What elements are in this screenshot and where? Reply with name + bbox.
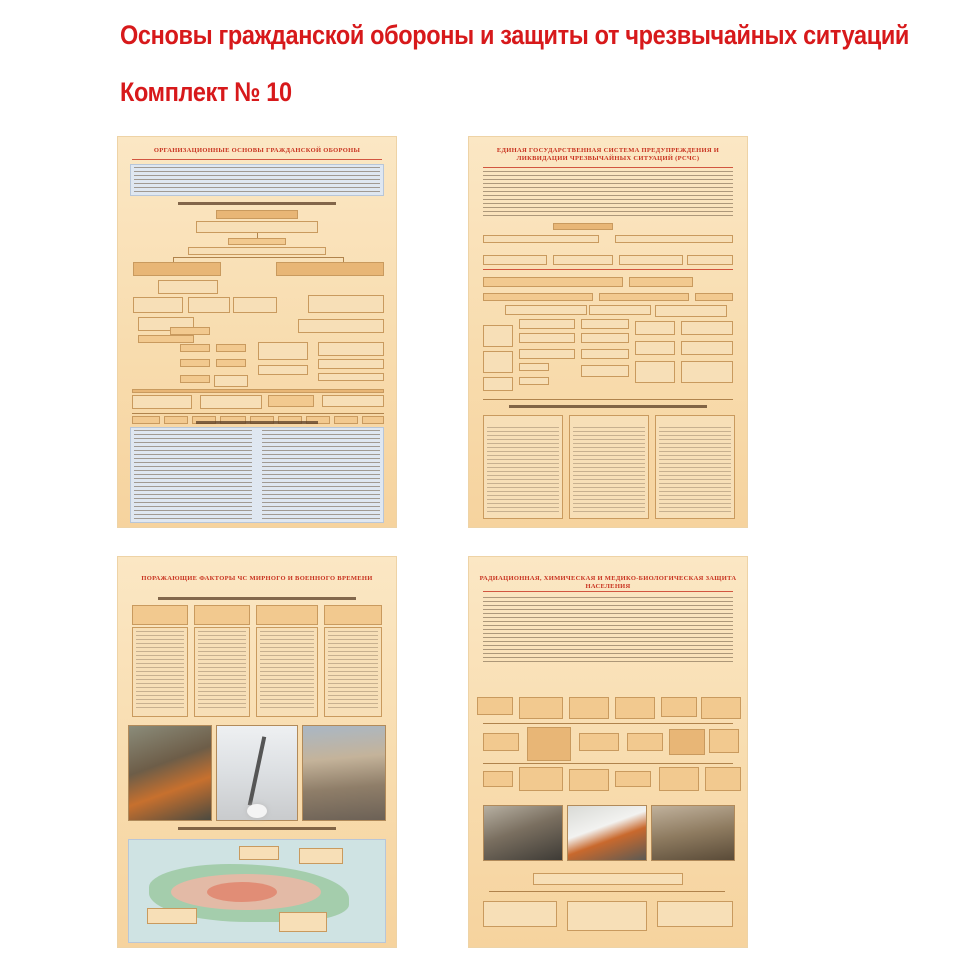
method-box-2 [567, 901, 647, 931]
definitions-text [483, 597, 733, 665]
decontamination-photo [483, 805, 563, 861]
poster-title: ПОРАЖАЮЩИЕ ФАКТОРЫ ЧС МИРНОГО И ВОЕННОГО ВРЕМЕНИ [141, 575, 373, 582]
rescuers-photo [128, 725, 212, 821]
poster-civil-defense-organization[interactable] [118, 137, 396, 527]
factors-heading [158, 597, 356, 600]
hazmat-team-photo [567, 805, 647, 861]
mode-text-3 [659, 427, 731, 515]
medical-protection-heading [533, 873, 683, 885]
missile-photo [216, 725, 298, 821]
connector [489, 891, 725, 892]
formation-heading [178, 827, 336, 830]
poster-population-protection[interactable] [469, 557, 747, 947]
method-box-1 [483, 901, 557, 927]
cleanup-photo [651, 805, 735, 861]
divider [483, 591, 733, 592]
set-number-heading: Комплект № 10 [120, 77, 292, 107]
divider [132, 159, 382, 160]
definition-text [134, 167, 380, 193]
modes-heading [509, 405, 707, 408]
poster-damaging-factors[interactable] [118, 557, 396, 947]
chemical-accident-map [128, 839, 386, 943]
page-title: Основы гражданской обороны и защиты от чрезвычайных ситуаций [120, 20, 910, 50]
poster-title: РАДИАЦИОННАЯ, ХИМИЧЕСКАЯ И МЕДИКО-БИОЛОГИЧЕСКАЯ ЗАЩИТА НАСЕЛЕНИЯ [479, 575, 737, 590]
collapsed-building-photo [302, 725, 386, 821]
tasks-text-right [262, 430, 380, 520]
method-box-3 [657, 901, 733, 927]
description-text [483, 171, 733, 219]
poster-title: ЕДИНАЯ ГОСУДАРСТВЕННАЯ СИСТЕМА ПРЕДУПРЕЖДЕНИЯ И ЛИКВИДАЦИИ ЧРЕЗВЫЧАЙНЫХ СИТУАЦИЙ (РСЧС) [496, 147, 720, 162]
structure-heading [178, 202, 336, 205]
tasks-heading [196, 421, 318, 424]
mode-text-1 [487, 427, 559, 515]
poster-rschs[interactable] [469, 137, 747, 527]
mode-text-2 [573, 427, 645, 515]
divider [483, 167, 733, 168]
poster-title: ОРГАНИЗАЦИОННЫЕ ОСНОВЫ ГРАЖДАНСКОЙ ОБОРОНЫ [153, 147, 361, 154]
tasks-text-left [134, 430, 252, 520]
